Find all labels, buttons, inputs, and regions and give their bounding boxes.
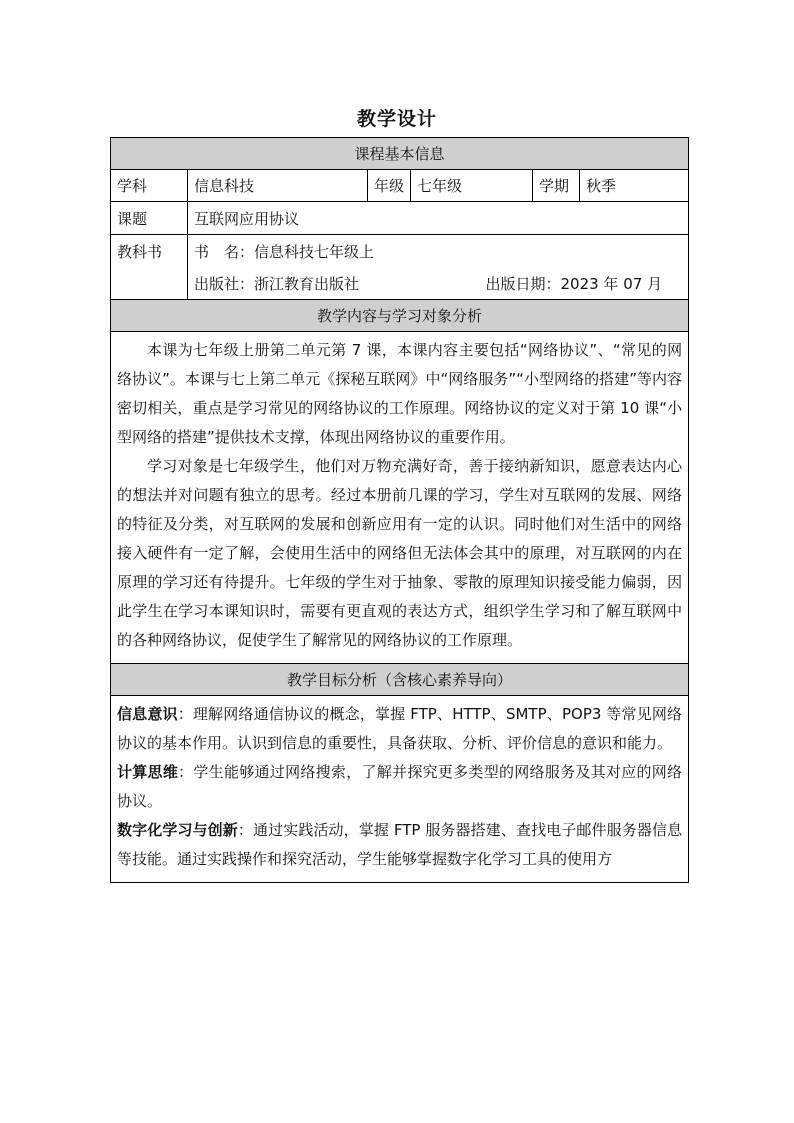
subject-value: 信息科技: [188, 170, 368, 202]
section-header-content-analysis: 教学内容与学习对象分析: [111, 300, 689, 332]
goal-computational-thinking: [117, 758, 682, 816]
publish-date: 出版日期：2023 年 07 月: [485, 274, 663, 293]
term-label: 学期: [533, 170, 580, 202]
textbook-label: 教科书: [111, 235, 188, 300]
book-name: 书 名：信息科技七年级上: [194, 242, 375, 261]
goal-label: 数字化学习与创新: [117, 821, 238, 839]
goal-information-awareness: [117, 700, 682, 758]
goal-text: ：通过实践活动，掌握 FTP 服务器搭建、查找电子邮件服务器信息等技能。通过实践操作和探究活动，学生能够掌握数字化学习工具的使用方: [117, 821, 683, 868]
subject-label: 学科: [111, 170, 188, 202]
content-paragraph: 本课为七年级上册第二单元第 7 课，本课内容主要包括“网络协议”、“常见的网络协议”。本课与七上第二单元《探秘互联网》中“网络服务”“小型网络的搭建”等内容密切相关，重点是学习常见的网络协议的工作原理。网络协议的定义对于第 10 课“小型网络的搭建”提供技术支撑，体现出网络协议的重要作用。: [117, 341, 683, 446]
term-value: 秋季: [580, 170, 689, 202]
goal-text: ：学生能够通过网络搜索，了解并探究更多类型的网络服务及其对应的网络协议。: [117, 763, 683, 810]
publisher: 出版社：浙江教育出版社: [194, 274, 360, 293]
lesson-design-table: [110, 137, 689, 883]
goal-label: 计算思维: [117, 763, 179, 781]
goals-body: [111, 696, 689, 883]
topic-value: 互联网应用协议: [188, 202, 689, 235]
learner-paragraph: 学习对象是七年级学生，他们对万物充满好奇，善于接纳新知识，愿意表达内心的想法并对问题有独立的思考。经过本册前几课的学习，学生对互联网的发展、网络的特征及分类，对互联网的发展和创新应用有一定的认识。同时他们对生活中的网络接入硬件有一定了解，会使用生活中的网络但无法体会其中的原理，对互联网的内在原理的学习还有待提升。七年级的学生对于抽象、零散的原理知识接受能力偏弱，因此学生在学习本课知识时，需要有更直观的表达方式，组织学生学习和了解互联网中的各种网络协议，促使学生了解常见的网络协议的工作原理。: [117, 457, 683, 649]
section-header-basic-info: 课程基本信息: [111, 138, 689, 170]
section-header-goals: 教学目标分析（含核心素养导向）: [111, 664, 689, 696]
grade-value: 七年级: [411, 170, 533, 202]
topic-label: 课题: [111, 202, 188, 235]
textbook-info: [188, 235, 689, 300]
document-title: 教学设计: [356, 108, 437, 130]
grade-label: 年级: [368, 170, 411, 202]
goal-text: ：理解网络通信协议的概念，掌握 FTP、HTTP、SMTP、POP3 等常见网络协议的基本作用。认识到信息的重要性，具备获取、分析、评价信息的意识和能力。: [117, 705, 683, 752]
goal-label: 信息意识: [117, 705, 178, 723]
content-analysis-body: [111, 332, 689, 664]
goal-digital-learning: [117, 816, 682, 874]
